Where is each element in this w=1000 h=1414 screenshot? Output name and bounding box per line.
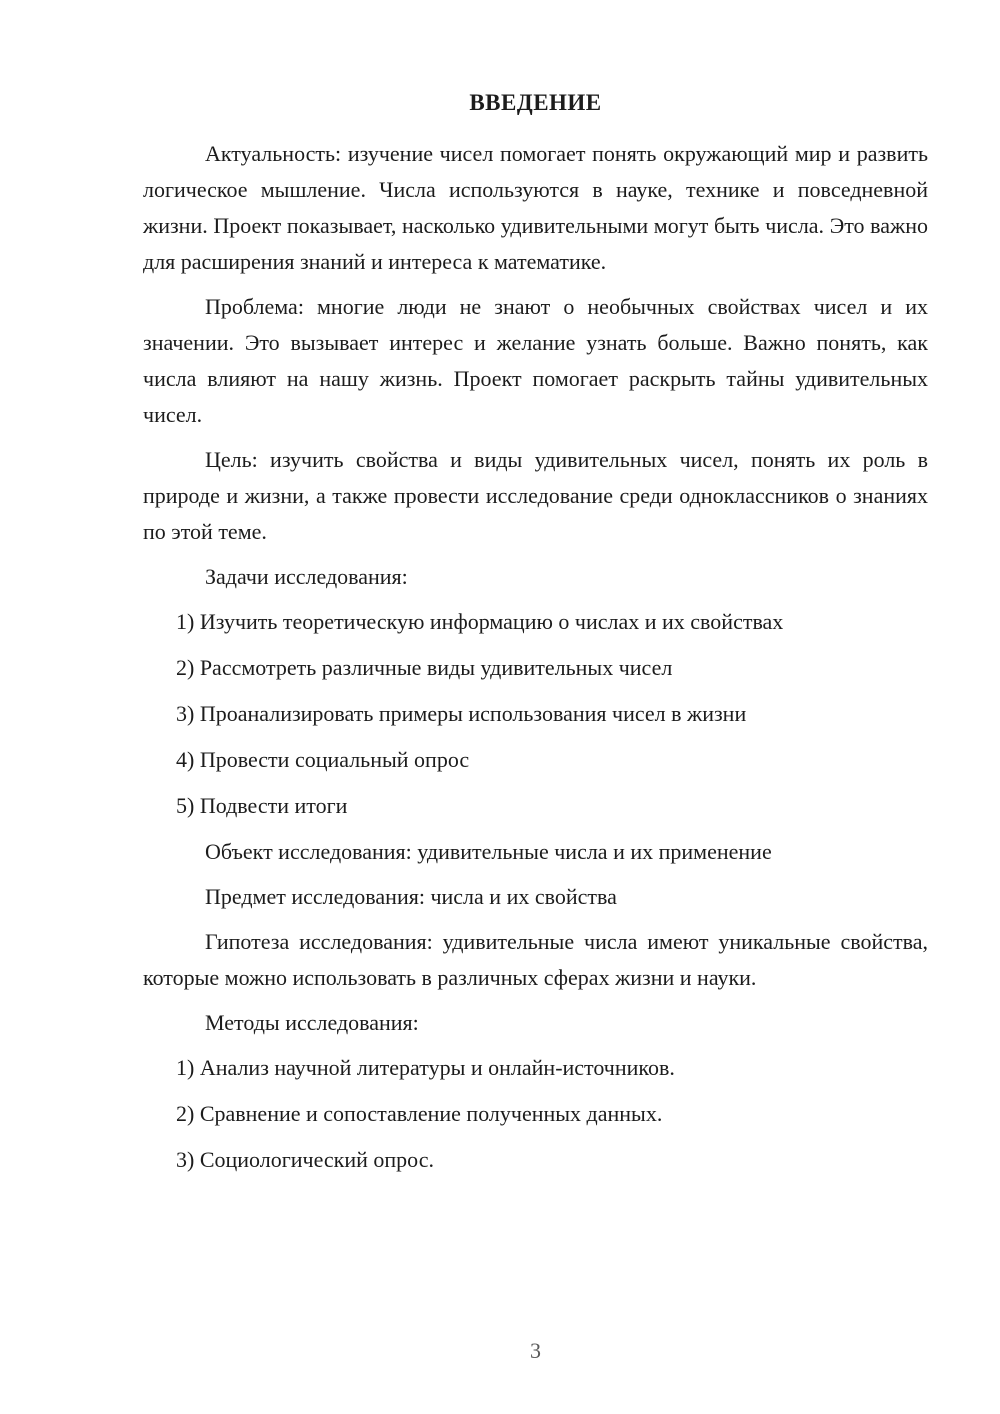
method-item-3: 3) Социологический опрос. <box>176 1147 434 1172</box>
paragraph-relevance: Актуальность: изучение чисел помогает понять окружающий мир и развить логическое мышление. Числа используются в науке, технике и повседневной жизни. Проект показывает, насколько удивительными могут быть числа. Это важно для расширения знаний и интереса к математике. <box>143 141 928 274</box>
paragraph-goal: Цель: изучить свойства и виды удивительных чисел, понять их роль в природе и жизни, а также провести исследование среди одноклассников о знаниях по этой теме. <box>143 447 928 544</box>
methods-heading: Методы исследования: <box>205 1010 419 1035</box>
task-item-5: 5) Подвести итоги <box>176 793 348 818</box>
task-item-1: 1) Изучить теоретическую информацию о числах и их свойствах <box>176 609 784 634</box>
paragraph-hypothesis: Гипотеза исследования: удивительные числа имеют уникальные свойства, которые можно использовать в различных сферах жизни и науки. <box>143 929 928 990</box>
page-number: 3 <box>530 1338 541 1363</box>
paragraph-object: Объект исследования: удивительные числа и их применение <box>205 839 772 864</box>
task-item-4: 4) Провести социальный опрос <box>176 747 470 772</box>
task-item-2: 2) Рассмотреть различные виды удивительных чисел <box>176 655 673 680</box>
page-title: ВВЕДЕНИЕ <box>469 90 602 115</box>
tasks-heading: Задачи исследования: <box>205 564 408 589</box>
paragraph-problem: Проблема: многие люди не знают о необычных свойствах чисел и их значении. Это вызывает интерес и желание узнать больше. Важно понять, как числа влияют на нашу жизнь. Проект помогает раскрыть тайны удивительных чисел. <box>143 294 928 427</box>
method-item-1: 1) Анализ научной литературы и онлайн-источников. <box>176 1055 675 1080</box>
paragraph-subject: Предмет исследования: числа и их свойства <box>205 884 617 909</box>
method-item-2: 2) Сравнение и сопоставление полученных данных. <box>176 1101 663 1126</box>
task-item-3: 3) Проанализировать примеры использования чисел в жизни <box>176 701 747 726</box>
